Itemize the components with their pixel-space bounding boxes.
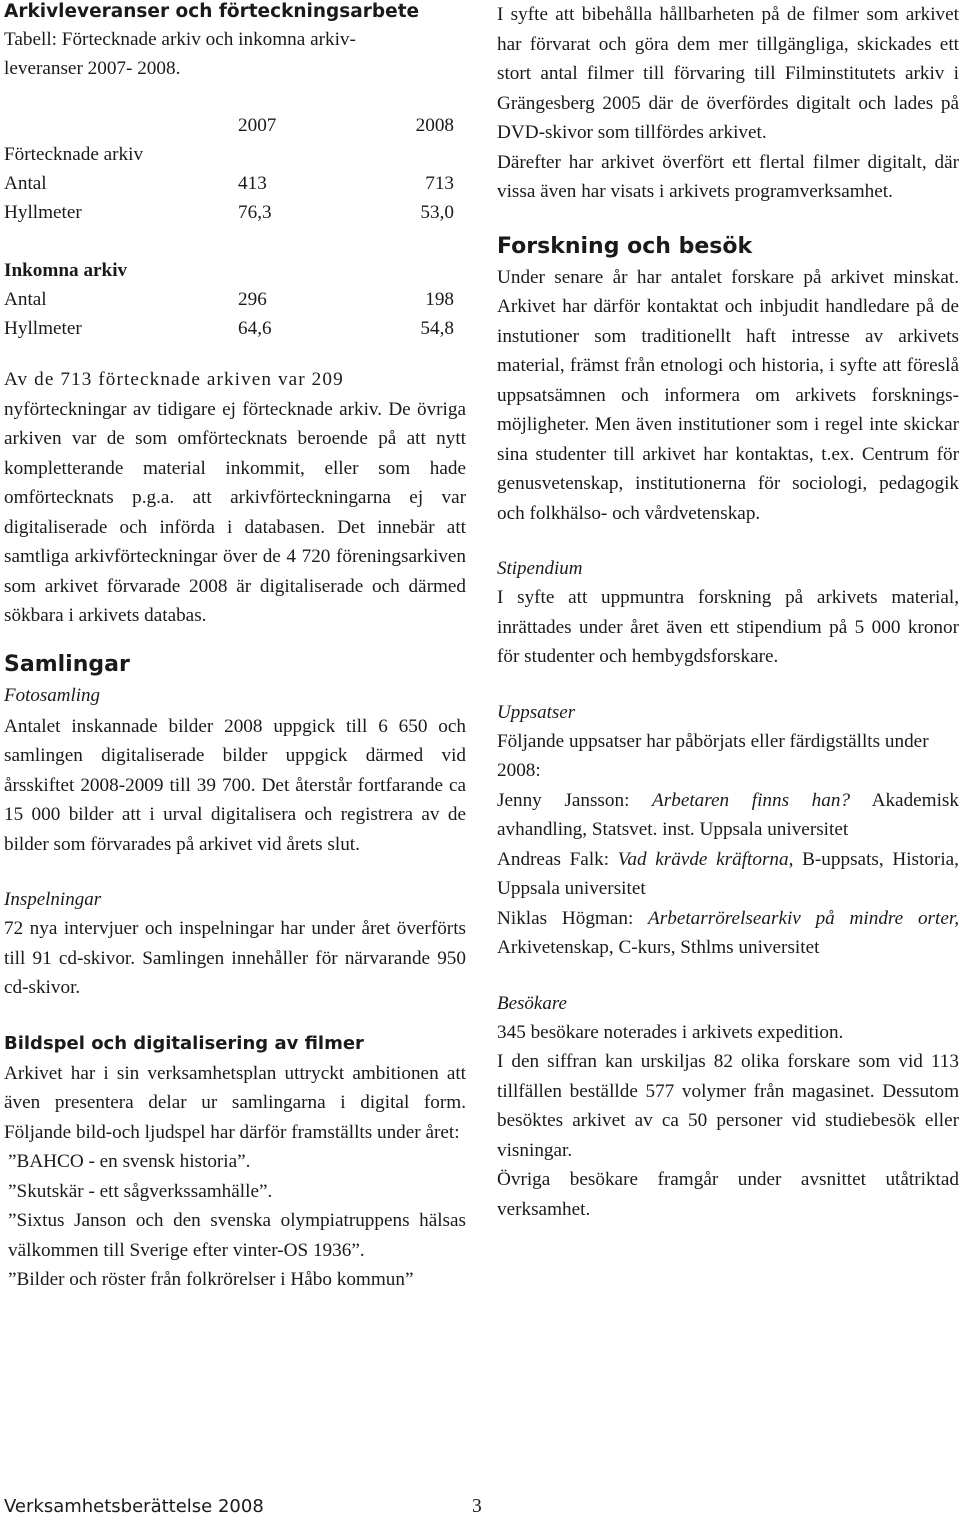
uppsats-author: Niklas Högman: <box>497 907 649 929</box>
value-2007: 64,6 <box>238 318 272 339</box>
page-number: 3 <box>472 1496 482 1517</box>
value-2007: 413 <box>238 173 267 194</box>
inspelningar-text: 72 nya intervjuer och inspelningar har under året överförts till 91 cd-skivor. Samlingen innehåller för närvarande 950 cd-skivor. <box>4 918 466 998</box>
table-row <box>4 169 454 198</box>
inspelningar-heading: Inspelningar <box>4 889 102 910</box>
list-item: ”Skutskär - ett sågverkssamhälle”. <box>8 1180 273 1202</box>
group-title: Inkomna arkiv <box>4 260 128 281</box>
uppsats-details: Akademisk avhandling, Statsvet. inst. Uppsala universitet <box>497 789 959 840</box>
stipendium-text: I syfte att uppmuntra forskning på arkivets material, inrättades under året även ett stipendium på 5 000 kronor för studenter och hembygdsforskare. <box>497 587 959 667</box>
uppsatser-heading: Uppsatser <box>497 701 576 723</box>
row-label: Hyllmeter <box>4 202 82 223</box>
group-title-row <box>4 140 454 169</box>
uppsats-entry <box>497 786 959 845</box>
samlingar-heading: Samlingar <box>4 651 130 677</box>
fotosamling-text: Antalet inskannade bilder 2008 uppgick till 6 650 och samlingen digitaliserade bilder uppgick därmed vid årsskiftet 2008-2009 till 39 700. Det återstår fortfarande ca 15 000 bilder att i urval digitalisera och registrera av de bilder som förvarades på arkivet vid årets slut. <box>4 715 466 855</box>
films-paragraph-2: Därefter har arkivet överfört ett flertal filmer digitalt, där vissa även har visats i arkivets programverksamhet. <box>497 151 959 202</box>
uppsats-entry <box>497 904 959 963</box>
uppsats-title: Vad krävde kräftorna, <box>617 848 794 870</box>
value-2008: 198 <box>425 289 454 310</box>
table-header-row <box>4 111 454 140</box>
row-label: Hyllmeter <box>4 318 82 339</box>
besokare-heading: Besökare <box>497 992 567 1014</box>
group-title: Förtecknade arkiv <box>4 144 144 165</box>
uppsatser-intro: Följande uppsatser har påbörjats eller färdigställts under 2008: <box>497 730 929 781</box>
list-item: ”Sixtus Janson och den svenska olympiatruppens hälsas välkommen till Sverige efter vinter-OS 1936”. <box>8 1210 466 1261</box>
uppsats-entry <box>497 845 959 904</box>
bildspel-heading: Bildspel och digitalisering av filmer <box>4 1032 364 1054</box>
value-2007: 76,3 <box>238 202 272 223</box>
table-row <box>4 198 454 227</box>
films-paragraph-1: I syfte att bibehålla hållbarheten på de filmer som arkivet har förvarat och göra dem mer tillgängliga, skickades ett stort antal filmer till förvaring till Filminstitutets arkiv i Grängesberg 2005 där de överfördes digitalt och lades på DVD-skivor som tillfördes arkivet. <box>497 4 959 143</box>
list-item: ”BAHCO - en svensk historia”. <box>8 1151 251 1172</box>
fotosamling-heading: Fotosamling <box>4 684 101 706</box>
table-row <box>4 314 454 343</box>
besokare-paragraph-1: 345 besökare noterades i arkivets expedition. <box>497 1021 844 1043</box>
row-label: Antal <box>4 173 47 194</box>
bildspel-text: Arkivet har i sin verksamhetsplan uttryckt ambitionen att även presentera delar ur samlingarna i digital form. Följande bild-och ljudspel har därför framställts under året: <box>4 1062 466 1143</box>
uppsats-author: Andreas Falk: <box>497 848 618 870</box>
forskning-text: Under senare år har antalet forskare på arkivet minskat. Arkivet har därför kontaktat och inbjudit handledare på de instutioner som traditionellt haft intresse av arkivets material, främst från etnologi och historia, i syfte att föreslå uppsatsämnen och informera om arkivets forskningsmöjligheter. Men även institutioner som i regel inte skickar sina studenter till arkivet har kontaktas, t.ex. Centrum för genusvetenskap, institutionerna för sociologi, pedagogik och folkhälso- och vårdvetenskap. <box>497 266 959 524</box>
year-2007-header: 2007 <box>238 115 277 136</box>
archive-paragraph: nyförteckningar av tidigare ej förtecknade arkiv. De övriga arkiven var de som omförtecknats beroende på att nytt kompletterande material inkommit, eller som hade omförtecknats p.g.a. att arkivförteckningarna ej var digitaliserade och införda i databasen. Det innebär att samtliga arkivförteckningar över de 4 720 föreningsarkiven som arkivet förvarade 2008 är digitaliserade och därmed sökbara i arkivets databas. <box>4 398 466 626</box>
stipendium-heading: Stipendium <box>497 558 583 579</box>
right-column <box>497 0 959 1224</box>
besokare-paragraph-3: Övriga besökare framgår under avsnittet utåtriktad verksamhet. <box>497 1169 959 1220</box>
archive-stats-table <box>4 111 454 343</box>
list-item: ”Bilder och röster från folkrörelser i Håbo kommun” <box>8 1269 414 1290</box>
left-column <box>4 0 466 1295</box>
section-title: Arkivleveranser och förteckningsarbete <box>4 1 420 22</box>
group-title-row <box>4 256 454 285</box>
besokare-paragraph-2: I den siffran kan urskiljas 82 olika forskare som vid 113 tillfällen beställde 577 volymer från magasinet. Dessutom besöktes arkivet av ca 50 personer vid studiebesök eller visningar. <box>497 1051 959 1161</box>
value-2008: 713 <box>425 173 454 194</box>
footer-report-title: Verksamhetsberättelse 2008 <box>4 1496 264 1517</box>
value-2008: 54,8 <box>420 318 454 339</box>
year-2008-header: 2008 <box>415 115 454 136</box>
row-label: Antal <box>4 289 47 310</box>
uppsats-title: Arbetaren finns han? <box>652 789 851 811</box>
uppsats-title: Arbetarrörelsearkiv på mindre orter, <box>648 907 959 929</box>
archive-paragraph-line1: Av de 713 förtecknade arkiven var 209 <box>4 369 344 390</box>
uppsats-details: Arkivetenskap, C-kurs, Sthlms universitet <box>497 937 820 958</box>
forskning-heading: Forskning och besök <box>497 233 753 259</box>
value-2008: 53,0 <box>420 202 454 223</box>
table-caption-line2: leveranser 2007- 2008. <box>4 58 181 79</box>
table-row <box>4 285 454 314</box>
table-caption-line1: Tabell: Förtecknade arkiv och inkomna arkiv- <box>4 29 356 50</box>
value-2007: 296 <box>238 289 267 310</box>
uppsats-details: B-uppsats, Historia, Uppsala universitet <box>497 848 959 899</box>
uppsats-author: Jenny Jansson: <box>497 789 653 811</box>
